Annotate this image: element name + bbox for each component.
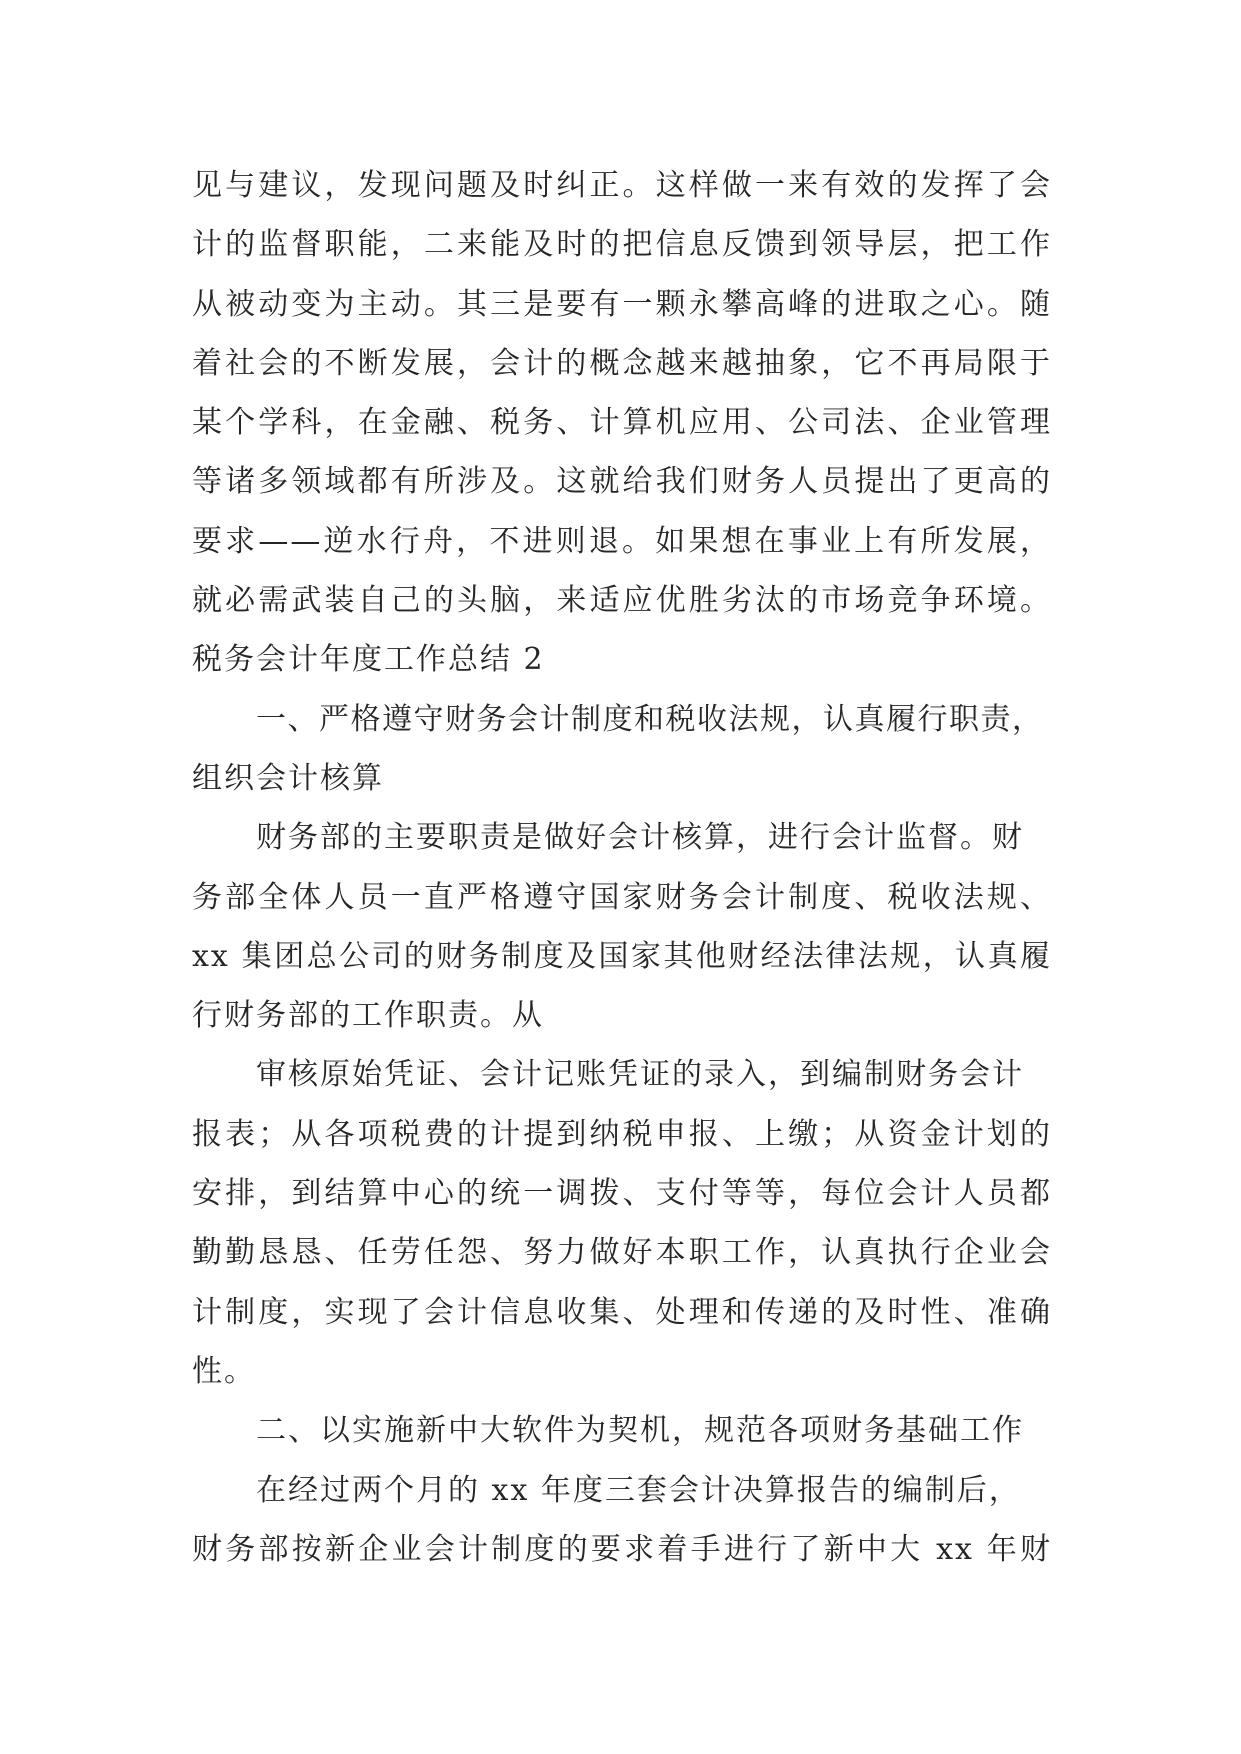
subheading-line: 二、以实施新中大软件为契机，规范各项财务基础工作: [256, 1413, 1024, 1449]
body-text-line: 计制度，实现了会计信息收集、处理和传递的及时性、准确: [192, 1294, 1052, 1330]
body-text-line: 务部全体人员一直严格遵守国家财务会计制度、税收法规、: [192, 879, 1052, 915]
body-text-line: 勤勤恳恳、任劳任怨、努力做好本职工作，认真执行企业会: [192, 1235, 1052, 1271]
body-text-line: 某个学科，在金融、税务、计算机应用、公司法、企业管理: [192, 405, 1052, 441]
body-text-line: 就必需武装自己的头脑，来适应优胜劣汰的市场竞争环境。: [192, 583, 1052, 619]
body-text-line: 性。: [192, 1353, 256, 1389]
body-text-line: xx 集团总公司的财务制度及国家其他财经法律法规，认真履: [192, 938, 1052, 974]
subheading-line: 组织会计核算: [192, 760, 384, 796]
body-text-line: 财务部的主要职责是做好会计核算，进行会计监督。财: [256, 820, 1024, 856]
body-text-line: 从被动变为主动。其三是要有一颗永攀高峰的进取之心。随: [192, 286, 1052, 322]
body-text-line: 在经过两个月的 xx 年度三套会计决算报告的编制后，: [256, 1472, 1021, 1508]
body-text-line: 要求——逆水行舟，不进则退。如果想在事业上有所发展，: [192, 523, 1052, 559]
section-heading: 税务会计年度工作总结 2: [192, 642, 545, 678]
body-text-line: 财务部按新企业会计制度的要求着手进行了新中大 xx 年财: [192, 1531, 1052, 1567]
body-text-line: 计的监督职能，二来能及时的把信息反馈到领导层，把工作: [192, 227, 1052, 263]
body-text-line: 等诸多领域都有所涉及。这就给我们财务人员提出了更高的: [192, 464, 1052, 500]
body-text-line: 着社会的不断发展，会计的概念越来越抽象，它不再局限于: [192, 345, 1052, 381]
document-body: [192, 156, 1052, 1579]
body-text-line: 审核原始凭证、会计记账凭证的录入，到编制财务会计: [256, 1057, 1024, 1093]
body-text-line: 报表；从各项税费的计提到纳税申报、上缴；从资金计划的: [192, 1116, 1052, 1152]
body-text-line: 见与建议，发现问题及时纠正。这样做一来有效的发挥了会: [192, 168, 1052, 203]
subheading-line: 一、严格遵守财务会计制度和税收法规，认真履行职责，: [256, 701, 1044, 737]
body-text-line: 行财务部的工作职责。从: [192, 998, 544, 1034]
body-text-line: 安排，到结算中心的统一调拨、支付等等，每位会计人员都: [192, 1176, 1052, 1212]
